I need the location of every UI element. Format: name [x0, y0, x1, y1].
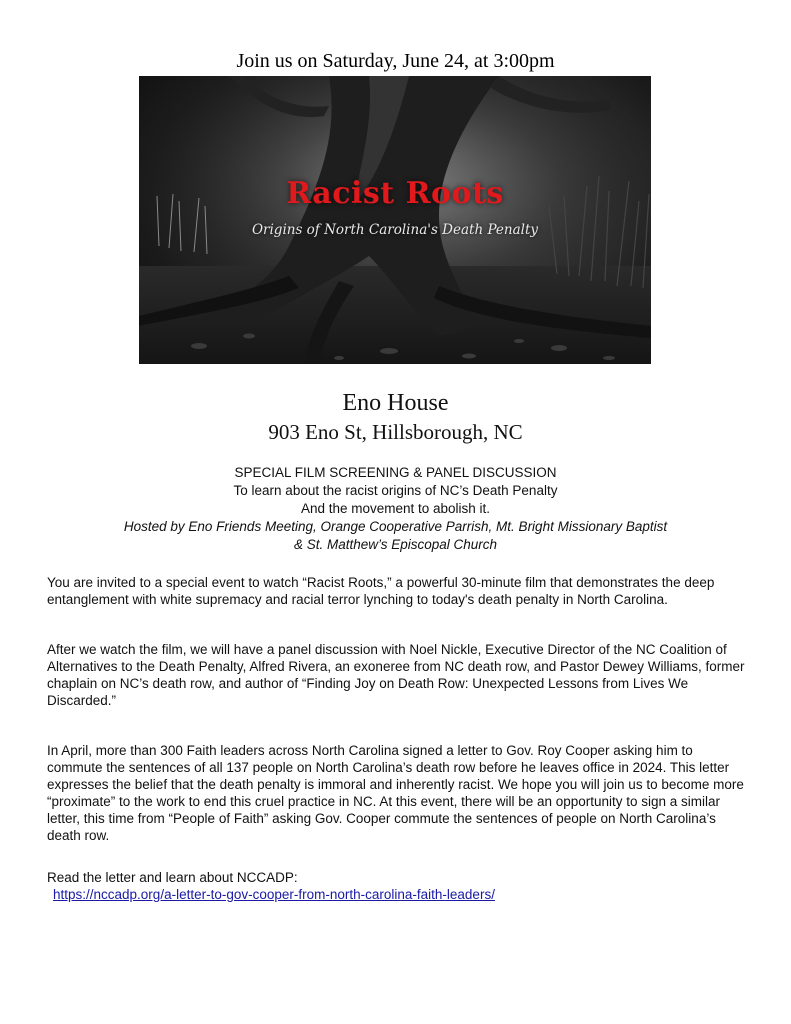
- paragraph-text: Read the letter and learn about NCCADP:: [47, 870, 298, 885]
- read-letter-line: [47, 869, 747, 886]
- paragraph-text: In April, more than 300 Faith leaders across North Carolina signed a letter to Gov. Roy Cooper asking him to commute the sentences of all 137 people on North Carolina’s death row before he leaves office in 2024. This letter expresses the belief that the death penalty is immoral and inherently racist. We hope you will join us to become more “proximate” to the work to end this cruel practice in NC. At this event, there will be an opportunity to sign a similar letter, this time from “People of Faith” asking Gov. Cooper commute the sentences of people on North Carolina’s death row.: [47, 743, 744, 843]
- event-description: [0, 464, 791, 554]
- event-purpose-line: To learn about the racist origins of NC’s Death Penalty: [233, 483, 558, 498]
- venue-name: Eno House: [342, 390, 449, 416]
- panel-paragraph: [47, 641, 747, 709]
- event-type-line: SPECIAL FILM SCREENING & PANEL DISCUSSION: [234, 465, 557, 480]
- film-subtitle: Origins of North Carolina's Death Penalty: [251, 222, 539, 238]
- letter-link-wrapper: [53, 886, 753, 903]
- film-title: Racist Roots: [286, 176, 504, 211]
- paragraph-text: After we watch the film, we will have a panel discussion with Noel Nickle, Executive Director of the NC Coalition of Alternatives to the Death Penalty, Alfred Rivera, an exoneree from NC death row, and Pastor Dewey Williams, former chaplain on NC’s death row, and author of “Finding Joy on Death Row: Unexpected Lessons from Lives We Discarded.”: [47, 642, 745, 708]
- film-banner-image: [139, 76, 651, 364]
- hosts-line-1: Hosted by Eno Friends Meeting, Orange Cooperative Parrish, Mt. Bright Missionary Baptist: [123, 519, 668, 534]
- event-date-heading: Join us on Saturday, June 24, at 3:00pm: [236, 50, 555, 72]
- invitation-paragraph: [47, 574, 747, 608]
- letter-link[interactable]: https://nccadp.org/a-letter-to-gov-cooper-from-north-carolina-faith-leaders/: [53, 887, 495, 902]
- tree-roots-illustration: [139, 76, 651, 364]
- hosts-line-2: & St. Matthew’s Episcopal Church: [293, 537, 498, 552]
- event-movement-line: And the movement to abolish it.: [300, 501, 491, 516]
- venue-address: 903 Eno St, Hillsborough, NC: [268, 420, 523, 444]
- paragraph-text: You are invited to a special event to watch “Racist Roots,” a powerful 30-minute film that demonstrates the deep entanglement with white supremacy and racial terror lynching to today's death penalty in North Carolina.: [47, 575, 715, 607]
- letter-paragraph: [47, 742, 747, 844]
